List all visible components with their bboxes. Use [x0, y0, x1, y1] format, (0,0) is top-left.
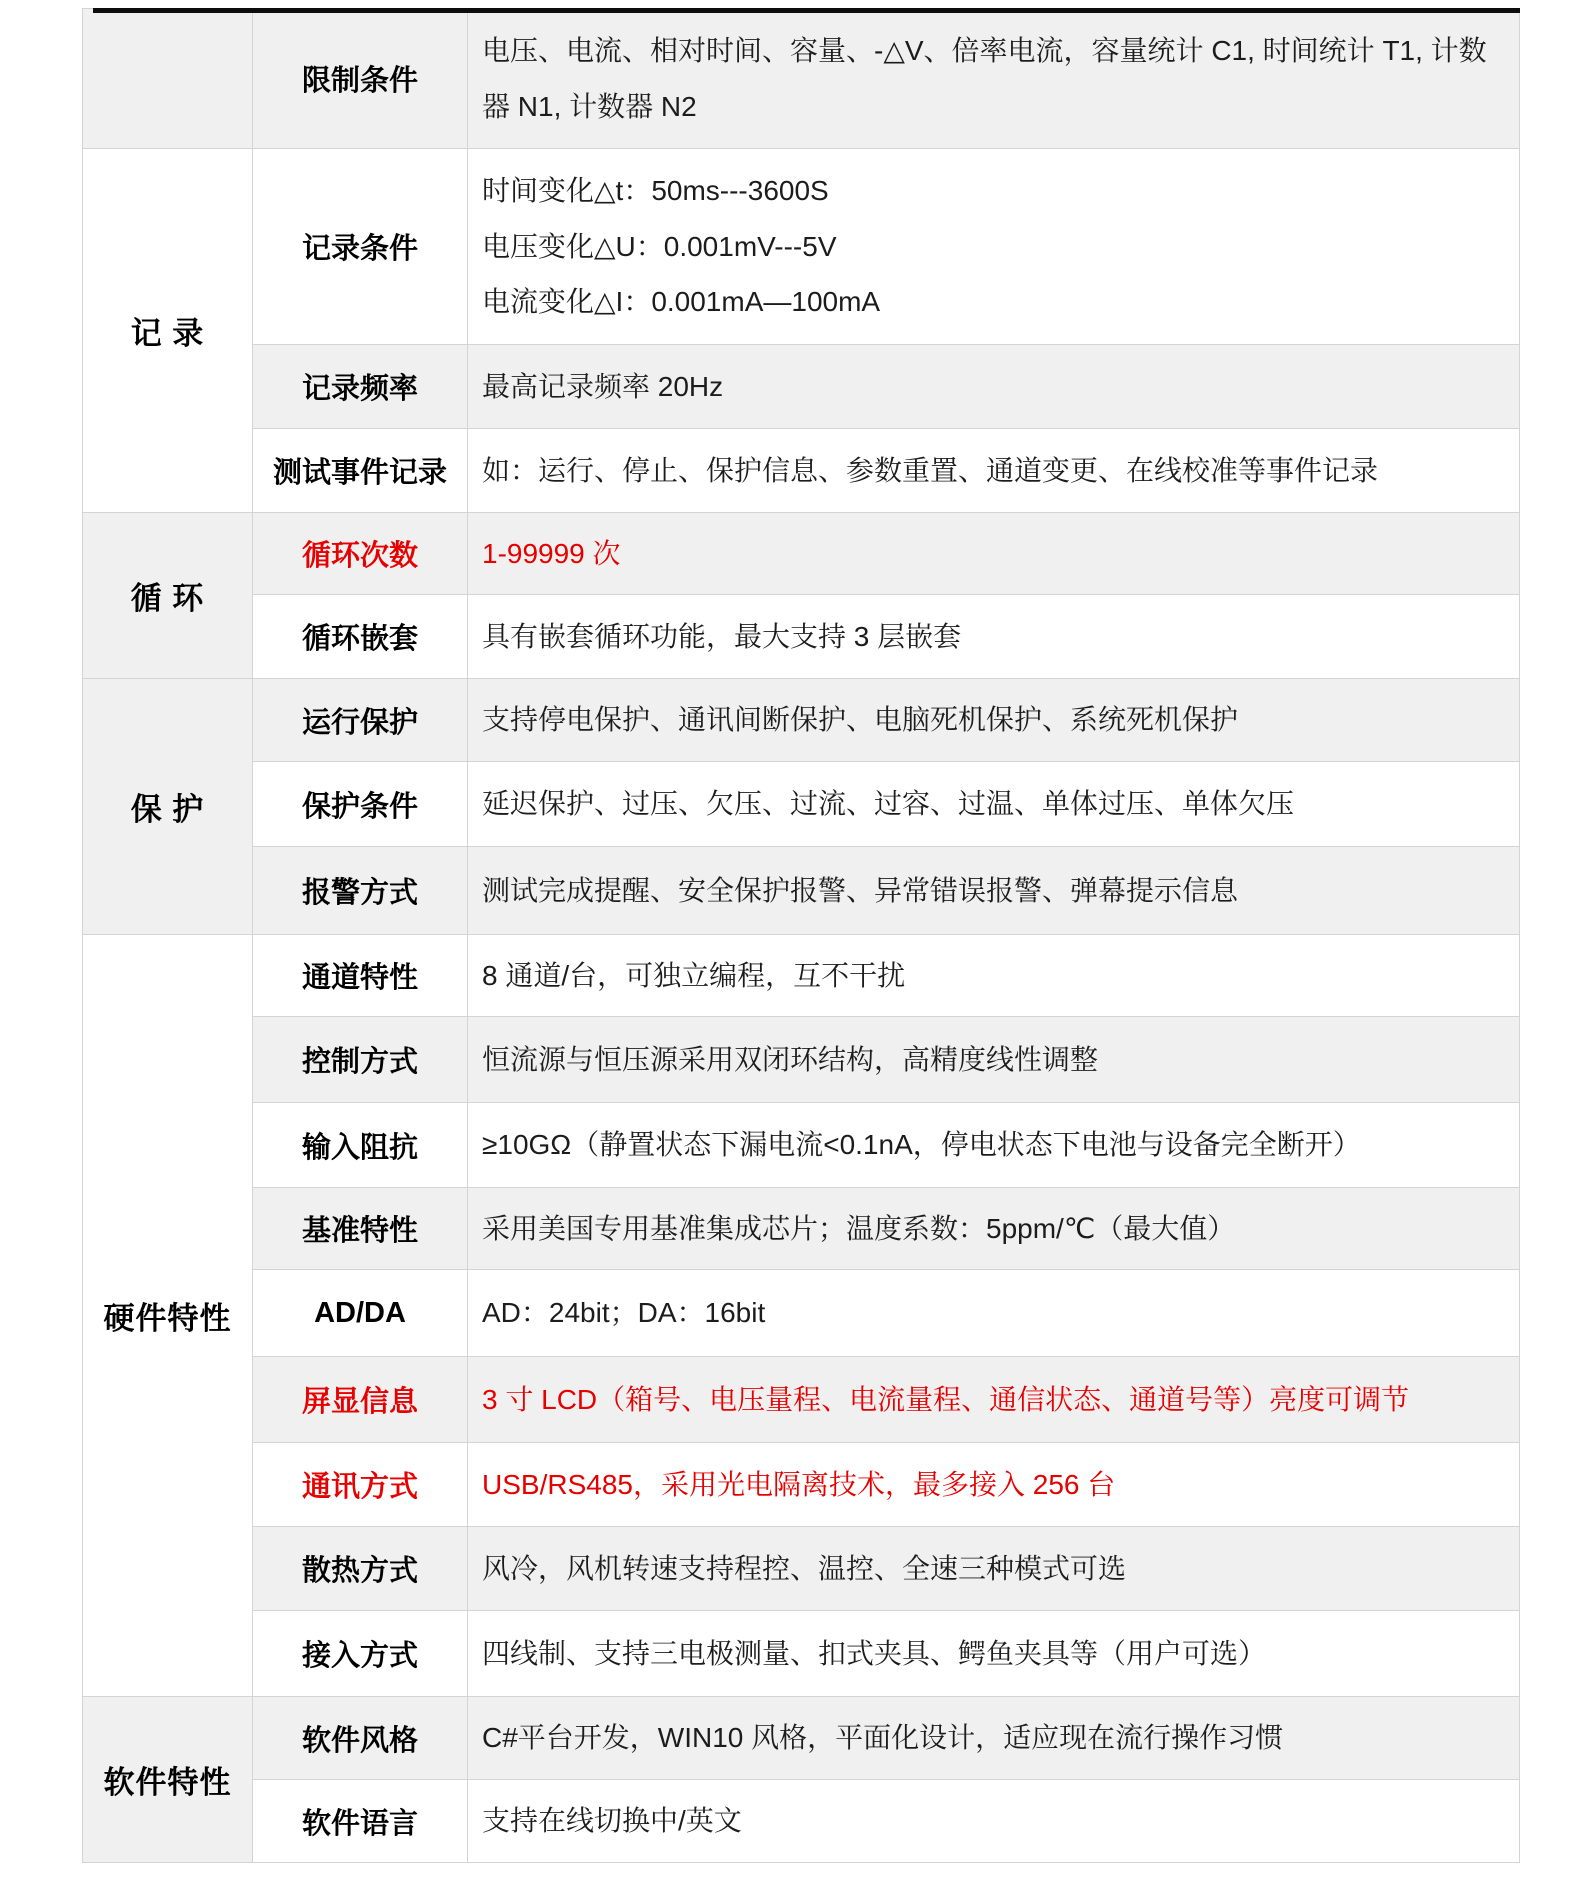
value-line: 风冷，风机转速支持程控、温控、全速三种模式可选	[482, 1552, 1127, 1584]
value-line: 电压、电流、相对时间、容量、-△V、倍率电流，容量统计 C1, 时间统计 T1, 计数器 N1, 计数器 N2	[482, 35, 1487, 122]
table-row	[83, 9, 1520, 149]
row-value	[468, 1527, 1520, 1611]
value-line: 支持在线切换中/英文	[482, 1805, 742, 1837]
value-line: 时间变化△t：50ms---3600S	[482, 175, 829, 207]
top-border-line	[93, 8, 1520, 13]
row-label: 记录频率	[253, 345, 468, 429]
row-label: 输入阻抗	[253, 1103, 468, 1188]
spec-table	[82, 8, 1520, 1863]
row-value	[468, 1188, 1520, 1270]
row-value	[468, 149, 1520, 345]
value-line: 支持停电保护、通讯间断保护、电脑死机保护、系统死机保护	[482, 704, 1239, 736]
table-row	[83, 429, 1520, 513]
row-label: 运行保护	[253, 679, 468, 762]
row-label: 控制方式	[253, 1017, 468, 1103]
table-row	[83, 1697, 1520, 1780]
row-value	[468, 1697, 1520, 1780]
row-value	[468, 345, 1520, 429]
category-cell: 记 录	[83, 149, 253, 513]
row-value	[468, 679, 1520, 762]
table-row	[83, 935, 1520, 1017]
row-label: 循环次数	[253, 513, 468, 595]
row-label: 保护条件	[253, 762, 468, 847]
row-label: 软件语言	[253, 1780, 468, 1863]
row-value	[468, 429, 1520, 513]
spec-sheet	[82, 8, 1520, 1863]
table-row	[83, 1188, 1520, 1270]
row-value	[468, 1357, 1520, 1443]
row-label: 通讯方式	[253, 1443, 468, 1527]
row-label: 通道特性	[253, 935, 468, 1017]
value-line: 电流变化△I：0.001mA—100mA	[482, 286, 881, 318]
value-line: 如：运行、停止、保护信息、参数重置、通道变更、在线校准等事件记录	[482, 454, 1379, 486]
row-value	[468, 1443, 1520, 1527]
value-line: AD：24bit；DA：16bit	[482, 1297, 766, 1329]
value-line: 测试完成提醒、安全保护报警、异常错误报警、弹幕提示信息	[482, 874, 1239, 906]
row-value	[468, 595, 1520, 679]
row-value	[468, 762, 1520, 847]
row-value	[468, 847, 1520, 935]
table-row	[83, 847, 1520, 935]
row-value	[468, 935, 1520, 1017]
value-line: 电压变化△U：0.001mV---5V	[482, 230, 837, 262]
value-line: USB/RS485，采用光电隔离技术，最多接入 256 台	[482, 1468, 1116, 1500]
value-line: 恒流源与恒压源采用双闭环结构，高精度线性调整	[482, 1043, 1099, 1075]
table-row	[83, 1270, 1520, 1357]
value-line: 延迟保护、过压、欠压、过流、过容、过温、单体过压、单体欠压	[482, 788, 1295, 820]
category-cell: 软件特性	[83, 1697, 253, 1863]
row-value	[468, 1017, 1520, 1103]
value-line: C#平台开发，WIN10 风格，平面化设计，适应现在流行操作习惯	[482, 1722, 1284, 1754]
row-label: 接入方式	[253, 1611, 468, 1697]
category-cell: 保 护	[83, 679, 253, 935]
row-value	[468, 1103, 1520, 1188]
value-line: 1-99999 次	[482, 537, 621, 569]
row-label: AD/DA	[253, 1270, 468, 1357]
table-row	[83, 1357, 1520, 1443]
table-row	[83, 1780, 1520, 1863]
table-row	[83, 1443, 1520, 1527]
category-cell: 硬件特性	[83, 935, 253, 1697]
table-row	[83, 1611, 1520, 1697]
category-cell	[83, 9, 253, 149]
row-label: 散热方式	[253, 1527, 468, 1611]
value-line: 四线制、支持三电极测量、扣式夹具、鳄鱼夹具等（用户可选）	[482, 1637, 1267, 1669]
table-row	[83, 595, 1520, 679]
row-label: 报警方式	[253, 847, 468, 935]
row-label: 限制条件	[253, 9, 468, 149]
table-row	[83, 1017, 1520, 1103]
value-line: 8 通道/台，可独立编程，互不干扰	[482, 959, 906, 991]
table-row	[83, 1103, 1520, 1188]
value-line: 3 寸 LCD（箱号、电压量程、电流量程、通信状态、通道号等）亮度可调节	[482, 1383, 1410, 1415]
value-line: 采用美国专用基准集成芯片；温度系数：5ppm/℃（最大值）	[482, 1212, 1236, 1244]
table-row	[83, 149, 1520, 345]
row-value	[468, 513, 1520, 595]
row-label: 循环嵌套	[253, 595, 468, 679]
value-line: 最高记录频率 20Hz	[482, 370, 724, 402]
row-label: 测试事件记录	[253, 429, 468, 513]
row-label: 屏显信息	[253, 1357, 468, 1443]
table-row	[83, 1527, 1520, 1611]
table-row	[83, 345, 1520, 429]
table-row	[83, 513, 1520, 595]
row-label: 基准特性	[253, 1188, 468, 1270]
value-line: 具有嵌套循环功能，最大支持 3 层嵌套	[482, 620, 962, 652]
row-value	[468, 1780, 1520, 1863]
category-cell: 循 环	[83, 513, 253, 679]
table-row	[83, 679, 1520, 762]
row-label: 软件风格	[253, 1697, 468, 1780]
value-line: ≥10GΩ（静置状态下漏电流<0.1nA，停电状态下电池与设备完全断开）	[482, 1129, 1361, 1161]
row-value	[468, 1270, 1520, 1357]
row-value	[468, 9, 1520, 149]
row-label: 记录条件	[253, 149, 468, 345]
table-row	[83, 762, 1520, 847]
row-value	[468, 1611, 1520, 1697]
